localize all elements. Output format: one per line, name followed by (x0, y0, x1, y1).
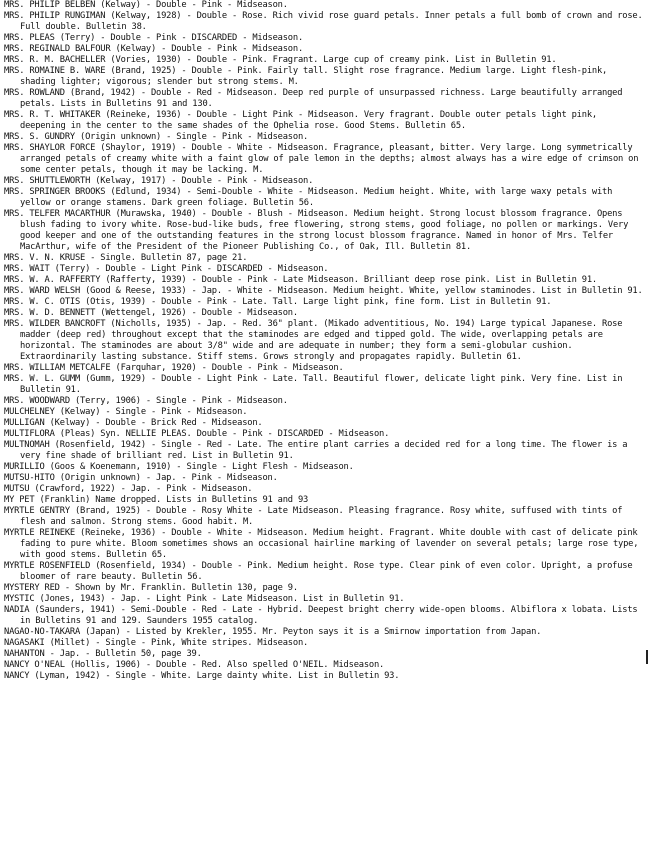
entry-text: MRS. W. C. OTIS (Otis, 1939) - Double - Pink - Late. Tall. Large light pink, fine form. List in Bulletin 91. (4, 297, 552, 307)
entry-text: MYRTLE ROSENFIELD (Rosenfield, 1934) - Double - Pink. Medium height. Rose type. Clear pink of even color. Upright, a profuse bloomer of rare beauty. Bulletin 56. (4, 561, 638, 582)
entry-text: MRS. W. L. GUMM (Gumm, 1929) - Double - Light Pink - Late. Tall. Beautiful flower, delicate light pink. Very fine. List in Bulletin 91. (4, 374, 628, 395)
entry-myrtle-reineke (4, 528, 644, 561)
entry-text: MULLIGAN (Kelway) - Double - Brick Red - Midseason. (4, 418, 263, 428)
entry-myrtle-rosenfield (4, 561, 644, 583)
entry-text: MRS. SPRINGER BROOKS (Edlund, 1934) - Semi-Double - White - Midseason. Medium height. White, with large waxy petals with yellow or orange stamens. Dark green foliage. Bulletin 56. (4, 187, 618, 208)
entry-mrs-w-a-rafferty (4, 275, 644, 286)
entry-text: MRS. W. D. BENNETT (Wettengel, 1926) - Double - Midseason. (4, 308, 298, 318)
entry-text: MRS. SHUTTLEWORTH (Kelway, 1917) - Double - Pink - Midseason. (4, 176, 314, 186)
entry-nahanton (4, 649, 644, 660)
entry-mrs-rowland (4, 88, 644, 110)
entry-text: MRS. TELFER MACARTHUR (Murawska, 1940) - Double - Blush - Midseason. Medium height. Strong locust blossom fragrance. Opens blush fading to ivory white. Rose-bud-like buds, free flowering, strong stems, good foliage, no pollen or markings. Very good keeper and one of the outstanding features in the strong locust blossom fragrance. Named in honor of Mrs. Telfer MacArthur, wife of the President of the Pioneer Publishing Co., of Oak, Ill. Bulletin 81. (4, 209, 634, 252)
entry-mutsu (4, 484, 644, 495)
entry-text: NADIA (Saunders, 1941) - Semi-Double - Red - Late - Hybrid. Deepest bright cherry wide-open blooms. Albiflora x lobata. Lists in Bulletins 91 and 129. Saunders 1955 catalog. (4, 605, 643, 626)
entry-nancy (4, 671, 644, 682)
entry-text: MRS. REGINALD BALFOUR (Kelway) - Double - Pink - Midseason. (4, 44, 304, 54)
entry-text: MRS. R. T. WHITAKER (Reineke, 1936) - Double - Light Pink - Midseason. Very fragrant. Double outer petals light pink, deepening in the center to the same shades of the Ophelia rose. Good Stems. Bulletin 65. (4, 110, 603, 131)
entry-mrs-r-m-bacheller (4, 55, 644, 66)
entry-text: NAGASAKI (Millet) - Single - Pink, White stripes. Midseason. (4, 638, 309, 648)
entry-text: MRS. WOODWARD (Terry, 1906) - Single - Pink - Midseason. (4, 396, 288, 406)
entry-mrs-philip-rungiman (4, 11, 648, 33)
entry-mrs-w-d-bennett (4, 308, 644, 319)
entry-mrs-reginald-balfour (4, 44, 644, 55)
entry-mrs-ward-welsh (4, 286, 644, 297)
entry-text: NAGAO-NO-TAKARA (Japan) - Listed by Krekler, 1955. Mr. Peyton says it is a Smirnow importation from Japan. (4, 627, 542, 637)
entry-nadia (4, 605, 644, 627)
entry-mrs-wilder-bancroft (4, 319, 644, 363)
entry-mrs-shaylor-force (4, 143, 644, 176)
margin-mark (646, 650, 648, 664)
entry-mystery-red (4, 583, 644, 594)
entry-text: MRS. WAIT (Terry) - Double - Light Pink - DISCARDED - Midseason. (4, 264, 329, 274)
entry-mrs-v-n-kruse (4, 253, 644, 264)
entry-mrs-woodward (4, 396, 644, 407)
entry-mrs-telfer-macarthur (4, 209, 644, 253)
entry-mrs-w-c-otis (4, 297, 644, 308)
entry-text: MRS. V. N. KRUSE - Single. Bulletin 87, page 21. (4, 253, 248, 263)
entry-nancy-oneal (4, 660, 644, 671)
entry-multnomah (4, 440, 644, 462)
entry-mulchelney (4, 407, 644, 418)
entry-myrtle-gentry (4, 506, 644, 528)
entry-text: MUTSU-HITO (Origin unknown) - Jap. - Pink - Midseason. (4, 473, 278, 483)
entry-my-pet (4, 495, 644, 506)
entry-mrs-philip-belben (4, 0, 644, 11)
entry-nagasaki (4, 638, 644, 649)
entry-text: NANCY (Lyman, 1942) - Single - White. Large dainty white. List in Bulletin 93. (4, 671, 400, 681)
entry-text: MUTSU (Crawford, 1922) - Jap. - Pink - Midseason. (4, 484, 253, 494)
entry-text: MRS. PHILIP BELBEN (Kelway) - Double - Pink - Midseason. (4, 0, 288, 10)
entry-mrs-r-t-whitaker (4, 110, 644, 132)
entry-text: MRS. ROWLAND (Brand, 1942) - Double - Red - Midseason. Deep red purple of unsurpassed richness. Large beautifully arranged petals. Lists in Bulletins 91 and 130. (4, 88, 628, 109)
entry-text: MRS. WILLIAM METCALFE (Farquhar, 1920) - Double - Pink - Midseason. (4, 363, 344, 373)
entry-mrs-romaine-b-ware (4, 66, 644, 88)
entry-text: MRS. R. M. BACHELLER (Vories, 1930) - Double - Pink. Fragrant. Large cup of creamy pink. List in Bulletin 91. (4, 55, 557, 65)
entry-mrs-s-gundry (4, 132, 644, 143)
entry-text: MYSTIC (Jones, 1943) - Jap. - Light Pink - Late Midseason. List in Bulletin 91. (4, 594, 405, 604)
entry-mutsu-hito (4, 473, 644, 484)
entry-murillio (4, 462, 644, 473)
entry-text: MRS. PLEAS (Terry) - Double - Pink - DISCARDED - Midseason. (4, 33, 304, 43)
entry-text: MYSTERY RED - Shown by Mr. Franklin. Bulletin 130, page 9. (4, 583, 298, 593)
entry-text: MULTIFLORA (Pleas) Syn. NELLIE PLEAS. Double - Pink - DISCARDED - Midseason. (4, 429, 390, 439)
entry-text: MY PET (Franklin) Name dropped. Lists in Bulletins 91 and 93 (4, 495, 309, 505)
entry-text: MULTNOMAH (Rosenfield, 1942) - Single - Red - Late. The entire plant carries a decided red for a long time. The flower is a very fine shade of brilliant red. List in Bulletin 91. (4, 440, 633, 461)
entry-mrs-shuttleworth (4, 176, 644, 187)
entry-mrs-w-l-gumm (4, 374, 644, 396)
entry-text: MRS. S. GUNDRY (Origin unknown) - Single - Pink - Midseason. (4, 132, 309, 142)
entry-multiflora (4, 429, 644, 440)
entry-mrs-springer-brooks (4, 187, 644, 209)
entry-mystic (4, 594, 644, 605)
entry-nagao-no-takara (4, 627, 644, 638)
entry-text: MULCHELNEY (Kelway) - Single - Pink - Midseason. (4, 407, 248, 417)
entry-text: MYRTLE GENTRY (Brand, 1925) - Double - Rosy White - Late Midseason. Pleasing fragrance. Rosy white, suffused with tints of flesh and salmon. Strong stems. Good habit. M. (4, 506, 628, 527)
entry-text: MRS. WARD WELSH (Good & Reese, 1933) - Jap. - White - Midseason. Medium height. White, yellow staminodes. List in Bulletin 91. (4, 286, 643, 296)
entry-text: MURILLIO (Goos & Koenemann, 1910) - Single - Light Flesh - Midseason. (4, 462, 354, 472)
entry-mrs-wait (4, 264, 644, 275)
entry-text: MRS. WILDER BANCROFT (Nicholls, 1935) - Jap. - Red. 36" plant. (Mikado adventitious, No. 194) Large typical Japanese. Rose madder (deep red) throughout except that the staminodes are edged and tipped gold. The wide, overlapping petals are horizontal. The staminodes are about 3/8" wide and are adequate in number; they form a semi-globular cushion. Extraordinarily lasting substance. Stiff stems. Grows strongly and propagates rapidly. Bulletin 61. (4, 319, 628, 362)
entry-mulligan (4, 418, 644, 429)
entry-text: MYRTLE REINEKE (Reineke, 1936) - Double - White - Midseason. Medium height. Fragrant. White double with cast of delicate pink fading to pure white. Bloom sometimes shows an occasional hairline marking of lavender on several petals; large rose type, with good stems. Bulletin 65. (4, 528, 644, 560)
entry-text: MRS. PHILIP RUNGIMAN (Kelway, 1928) - Double - Rose. Rich vivid rose guard petals. Inner petals a full bomb of crown and rose. Full double. Bulletin 38. (4, 11, 648, 32)
entry-mrs-william-metcalfe (4, 363, 644, 374)
entry-mrs-pleas (4, 33, 644, 44)
entry-text: NAHANTON - Jap. - Bulletin 50, page 39. (4, 649, 202, 659)
entry-text: NANCY O'NEAL (Hollis, 1906) - Double - Red. Also spelled O'NEIL. Midseason. (4, 660, 385, 670)
entry-text: MRS. ROMAINE B. WARE (Brand, 1925) - Double - Pink. Fairly tall. Slight rose fragrance. Medium large. Light flesh-pink, shading lighter; vigorous; slender but strong stems. M. (4, 66, 613, 87)
entry-text: MRS. SHAYLOR FORCE (Shaylor, 1919) - Double - White - Midseason. Fragrance, pleasant, bitter. Very large. Long symmetrically arranged petals of creamy white with a faint glow of pale lemon in the depths; almost always has a wire edge of crimson on some center petals, though it may be lacking. M. (4, 143, 644, 175)
entry-text: MRS. W. A. RAFFERTY (Rafferty, 1939) - Double - Pink - Late Midseason. Brilliant deep rose pink. List in Bulletin 91. (4, 275, 597, 285)
